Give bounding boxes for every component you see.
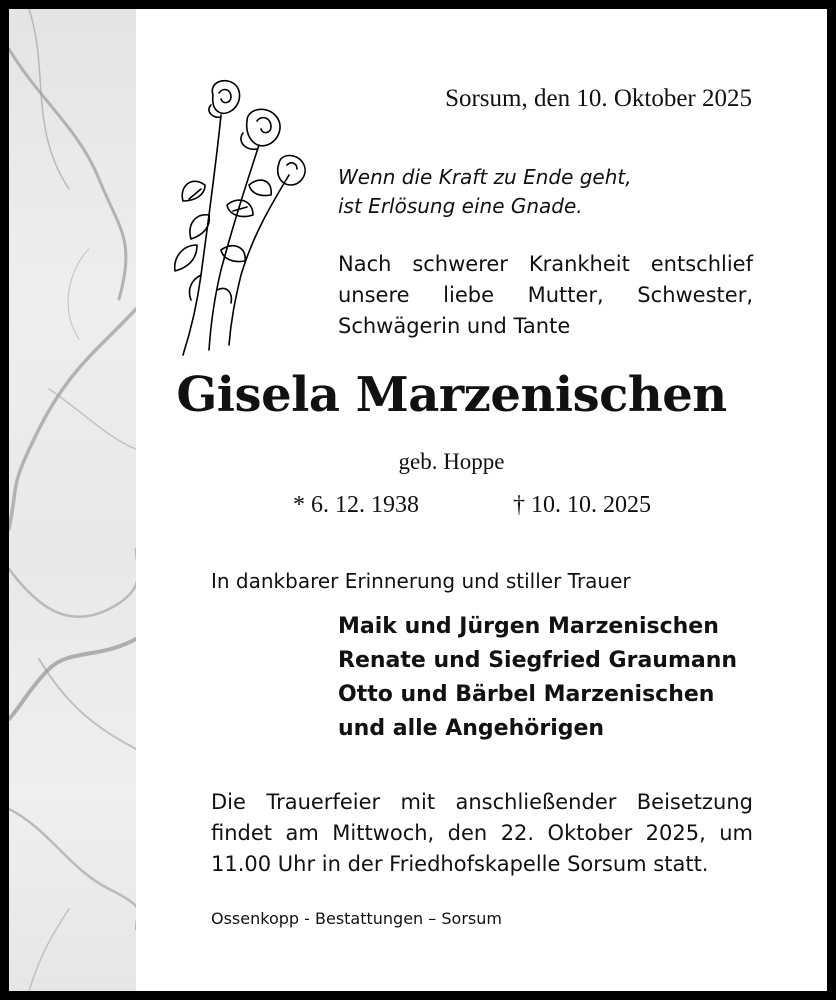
- service-line: 11.00 Uhr in der Friedhofskapelle Sorsum statt.: [211, 852, 709, 876]
- marble-texture: [9, 9, 136, 991]
- undertaker: Ossenkopp - Bestattungen – Sorsum: [211, 909, 502, 928]
- service-info: [211, 787, 753, 880]
- quote-line: Wenn die Kraft zu Ende geht,: [338, 165, 632, 189]
- quote-line: ist Erlösung eine Gnade.: [338, 194, 583, 218]
- place-date: Sorsum, den 10. Oktober 2025: [445, 85, 752, 112]
- service-line: findet am Mittwoch, den 22. Oktober 2025, um: [211, 821, 753, 845]
- birth-date: * 6. 12. 1938: [293, 492, 419, 518]
- intro-line: Schwägerin und Tante: [338, 314, 571, 338]
- death-date: † 10. 10. 2025: [513, 492, 651, 518]
- marble-panel: [9, 9, 136, 991]
- intro-line: unsere liebe Mutter, Schwester,: [338, 283, 753, 307]
- mourner-name: Otto und Bärbel Marzenischen: [338, 682, 715, 707]
- mourners-list: [338, 610, 737, 746]
- quote: [338, 163, 632, 221]
- mourner-name: Renate und Siegfried Graumann: [338, 648, 738, 673]
- roses-icon: [161, 75, 311, 360]
- intro-text: [338, 249, 753, 342]
- deceased-name: Gisela Marzenischen: [176, 367, 727, 423]
- service-line: Die Trauerfeier mit anschließender Beisetzung: [211, 790, 753, 814]
- mourner-name: und alle Angehörigen: [338, 716, 605, 741]
- maiden-name: geb. Hoppe: [398, 449, 505, 474]
- mourner-name: Maik und Jürgen Marzenischen: [338, 614, 719, 639]
- mourning-lead: In dankbarer Erinnerung und stiller Trauer: [211, 569, 631, 593]
- intro-line: Nach schwerer Krankheit entschlief: [338, 252, 753, 276]
